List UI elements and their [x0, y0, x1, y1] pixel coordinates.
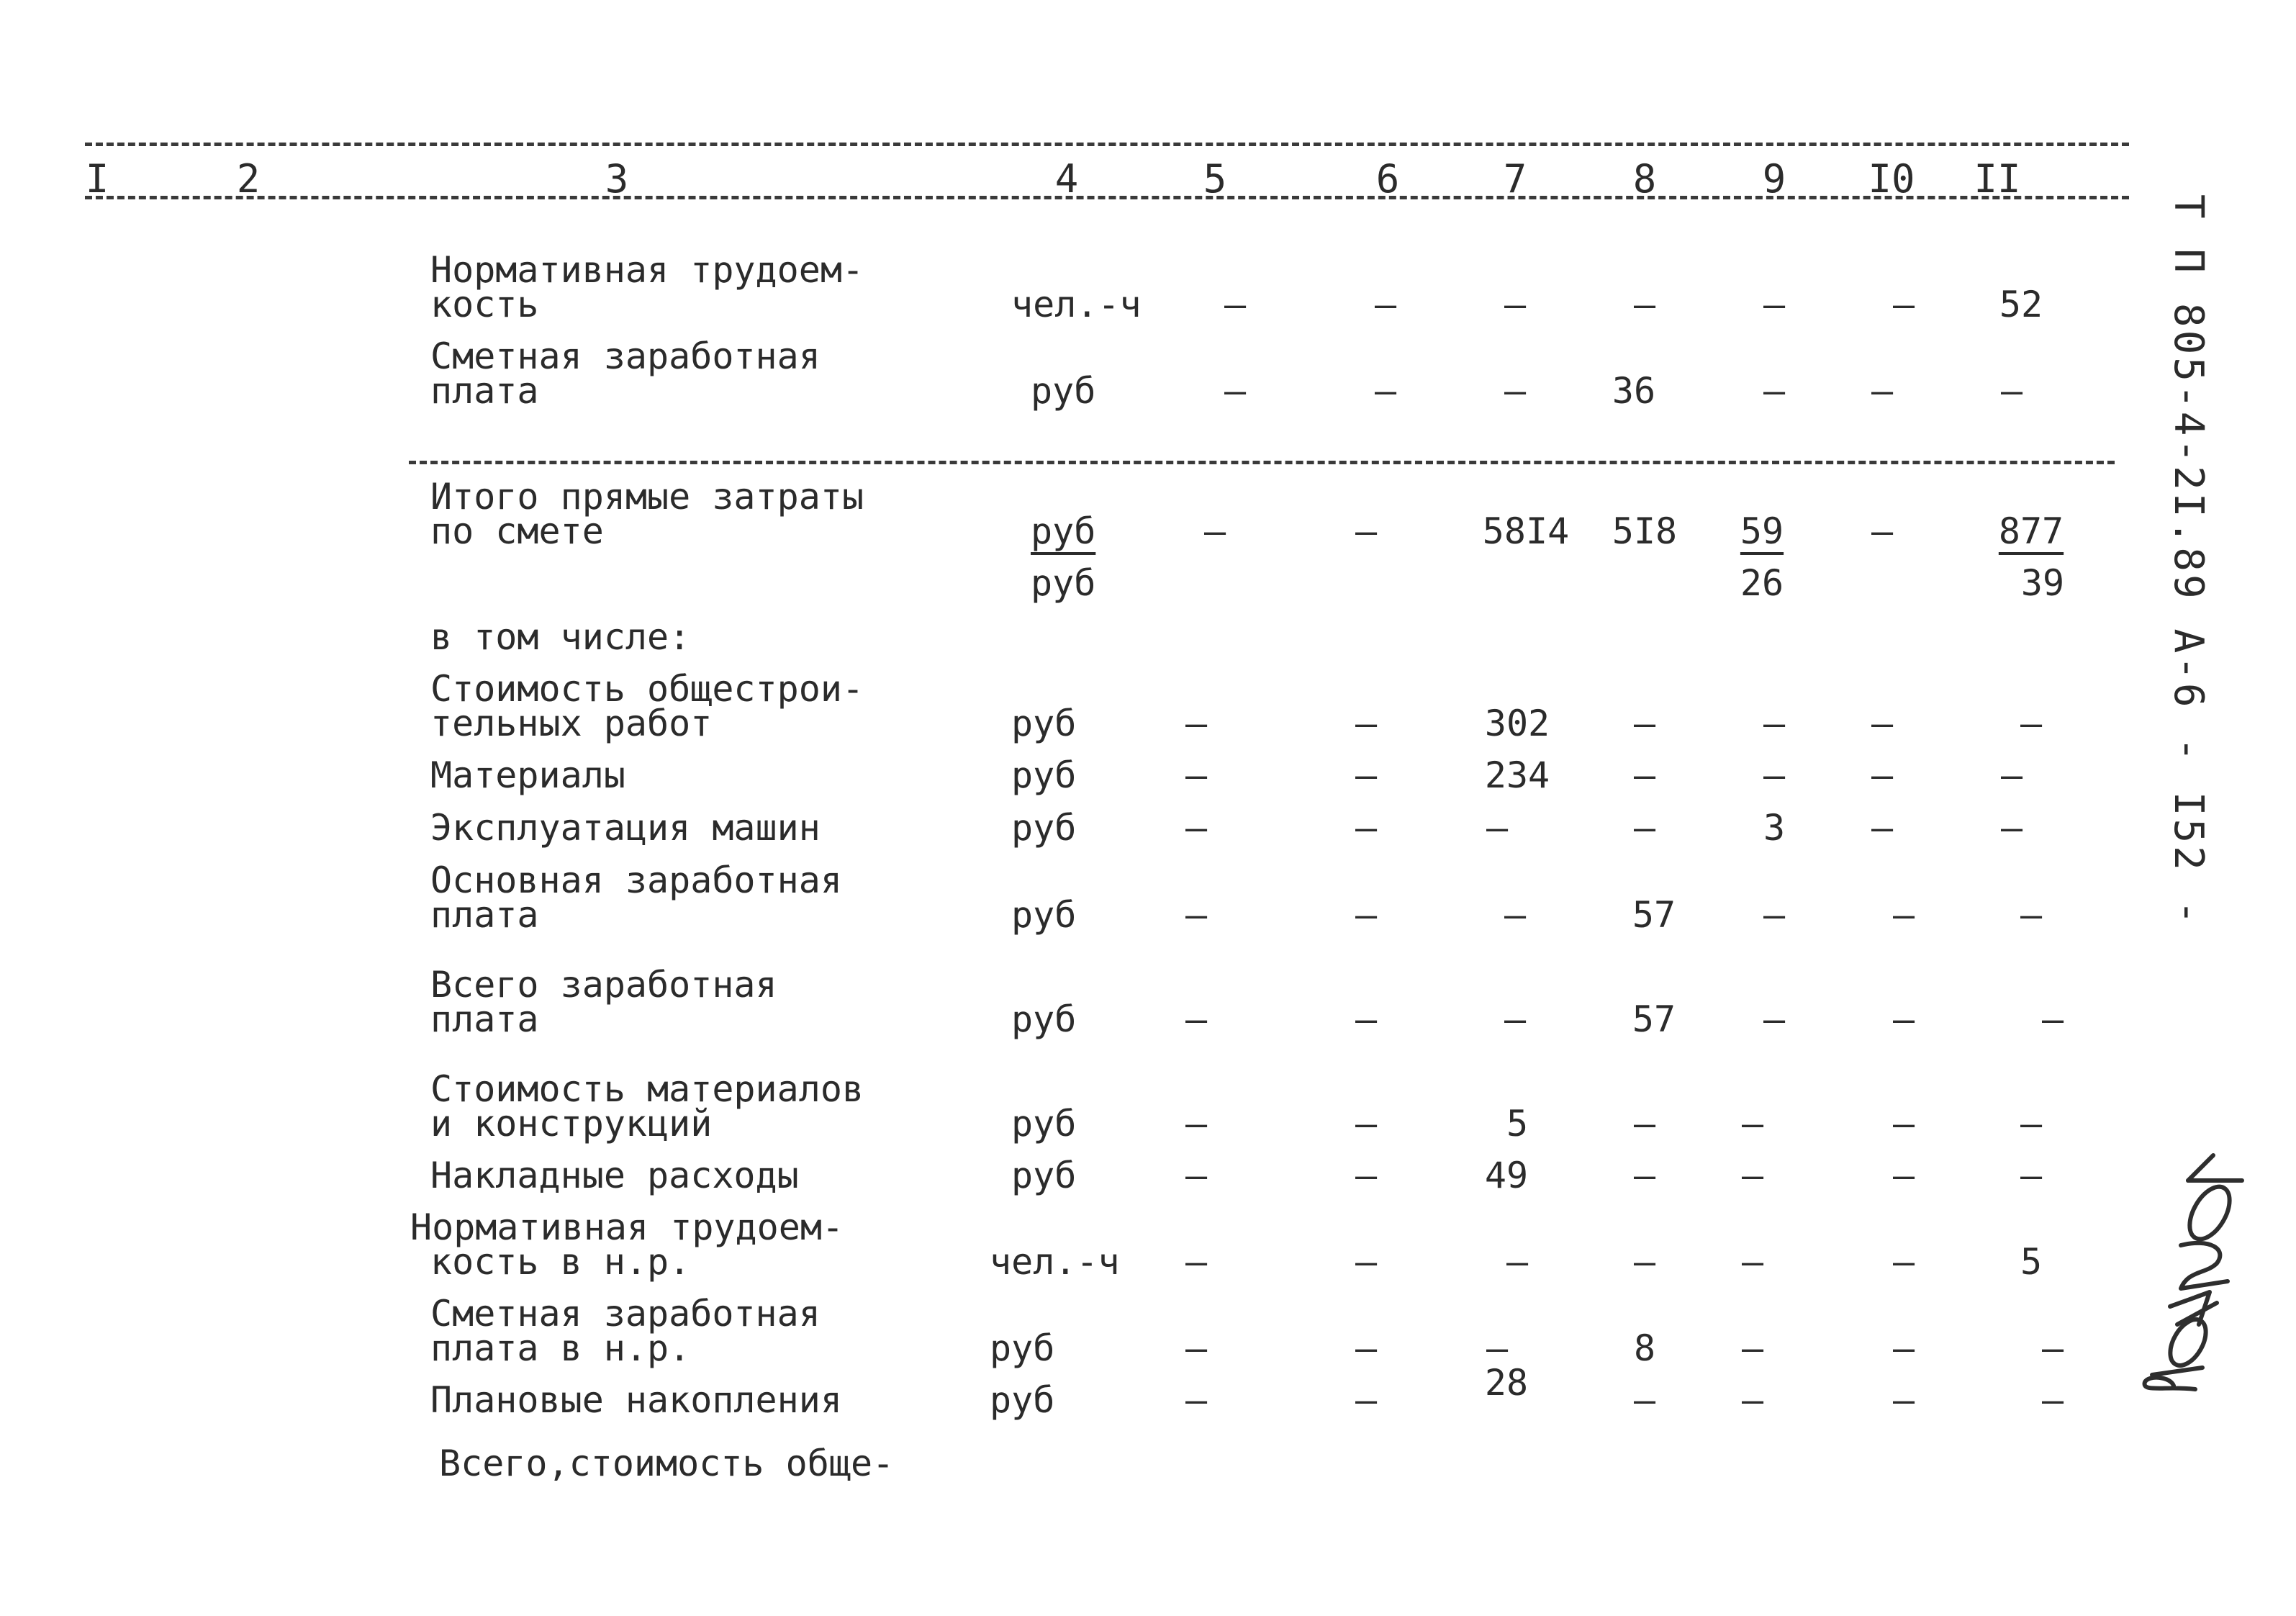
row-label: плата в н.р. [430, 1327, 691, 1369]
value-cell: 52 [1999, 284, 2043, 325]
value-cell: 57 [1632, 998, 1676, 1040]
row-label: плата [430, 894, 539, 936]
value-cell: – [1185, 1241, 1208, 1283]
value-cell: – [1185, 1327, 1208, 1369]
value-cell: – [2000, 754, 2023, 796]
value-cell: 39 [2020, 562, 2065, 604]
value-cell: – [1741, 1327, 1764, 1369]
column-header: 7 [1503, 156, 1527, 202]
document-code: Т П 805-4-2I.89 А-6 - I52 - [2165, 194, 2212, 928]
value-cell: – [1892, 1379, 1915, 1421]
value-cell: – [2020, 1103, 2043, 1145]
value-cell: – [1871, 370, 1894, 412]
value-cell: – [1203, 510, 1226, 552]
value-cell: – [1741, 1103, 1764, 1145]
value-cell: – [1763, 998, 1786, 1040]
value-cell: 5 [2020, 1241, 2043, 1283]
value-cell: – [1355, 807, 1378, 849]
row-label: Сметная заработная [430, 1293, 821, 1335]
header-rule-top [85, 143, 2129, 146]
value-cell: – [1892, 1155, 1915, 1196]
value-cell: – [2041, 998, 2064, 1040]
value-cell: – [1892, 1327, 1915, 1369]
value-cell: – [1486, 1327, 1509, 1369]
unit-cell: руб [1011, 998, 1077, 1040]
value-cell: – [1504, 894, 1527, 936]
value-cell: – [1871, 703, 1894, 744]
value-cell: – [1486, 807, 1509, 849]
value-cell: – [1355, 510, 1378, 552]
row-label: Сметная заработная [430, 335, 821, 377]
value-cell: 58I4 [1482, 510, 1570, 552]
unit-cell: руб [990, 1327, 1055, 1369]
value-cell: – [1633, 754, 1656, 796]
column-header: II [1974, 156, 2021, 202]
row-label: тельных работ [430, 703, 713, 744]
value-cell: – [1185, 1103, 1208, 1145]
value-cell: – [1633, 284, 1656, 325]
column-header: 8 [1632, 156, 1657, 202]
value-cell: – [2020, 894, 2043, 936]
row-label: и конструкций [430, 1103, 713, 1145]
value-cell: – [1633, 807, 1656, 849]
value-cell: – [1633, 1241, 1656, 1283]
column-header: 9 [1762, 156, 1786, 202]
value-cell: 26 [1740, 562, 1784, 604]
value-cell: 302 [1484, 703, 1550, 744]
value-cell: – [1633, 1155, 1656, 1196]
column-header: 2 [236, 156, 261, 202]
value-cell: – [1506, 1241, 1529, 1283]
value-cell: – [1633, 703, 1656, 744]
column-header: 4 [1054, 156, 1079, 202]
value-cell: 5 [1506, 1103, 1529, 1145]
value-cell: – [2041, 1327, 2064, 1369]
value-cell: – [1892, 1241, 1915, 1283]
row-label: Итого прямые затраты [430, 476, 864, 518]
value-cell: – [1355, 1327, 1378, 1369]
value-cell: 59 [1740, 510, 1784, 552]
row-label: Эксплуатация машин [430, 807, 821, 849]
value-cell: – [1355, 1241, 1378, 1283]
value-cell: – [2041, 1379, 2064, 1421]
unit-cell: руб [1011, 703, 1077, 744]
value-cell: – [2000, 807, 2023, 849]
column-header: 3 [605, 156, 629, 202]
unit-cell: руб [1031, 562, 1096, 604]
row-label: Нормативная трудоем- [430, 249, 864, 291]
value-cell: – [1185, 1155, 1208, 1196]
row-label: Нормативная трудоем- [410, 1206, 844, 1248]
value-cell: 234 [1484, 754, 1550, 796]
value-cell: – [1224, 284, 1247, 325]
value-cell: – [1763, 754, 1786, 796]
row-label: по смете [430, 510, 604, 552]
value-cell: – [1185, 894, 1208, 936]
row-label: кость [430, 284, 539, 325]
row-label: Накладные расходы [430, 1155, 799, 1196]
unit-cell: руб [1031, 370, 1096, 412]
unit-cell: руб [990, 1379, 1055, 1421]
unit-cell: руб [1011, 894, 1077, 936]
value-cell: 49 [1484, 1155, 1529, 1196]
unit-cell: руб [1011, 754, 1077, 796]
value-cell: – [1763, 703, 1786, 744]
value-cell: – [1763, 284, 1786, 325]
column-header: I0 [1868, 156, 1915, 202]
column-header: I [85, 156, 109, 202]
column-header: 6 [1375, 156, 1400, 202]
value-cell: – [1355, 703, 1378, 744]
column-header: 5 [1203, 156, 1227, 202]
value-cell: – [1892, 284, 1915, 325]
value-cell: – [1374, 284, 1397, 325]
unit-cell: чел.-ч [1011, 284, 1142, 325]
value-cell: – [1892, 894, 1915, 936]
row-label: Плановые накопления [430, 1379, 842, 1421]
value-cell: 8 [1633, 1327, 1656, 1369]
value-cell: – [1224, 370, 1247, 412]
row-label: Всего заработная [430, 964, 777, 1006]
value-cell: – [1504, 998, 1527, 1040]
handwritten-number-graphic [2102, 1137, 2253, 1396]
value-cell: – [1763, 370, 1786, 412]
row-label: Стоимость материалов [430, 1068, 864, 1110]
row-label: Всего,стоимость обще- [439, 1443, 895, 1484]
value-cell: – [1871, 510, 1894, 552]
value-cell: – [1741, 1379, 1764, 1421]
unit-cell: руб [1011, 1103, 1077, 1145]
value-cell: – [1355, 894, 1378, 936]
value-cell: – [1185, 703, 1208, 744]
header-rule-bottom [85, 196, 2129, 199]
unit-cell: руб [1011, 807, 1077, 849]
row-label: Материалы [430, 754, 625, 796]
unit-cell: руб [1011, 1155, 1077, 1196]
value-cell: 57 [1632, 894, 1676, 936]
value-cell: – [1871, 754, 1894, 796]
row-label: Основная заработная [430, 859, 842, 901]
value-cell: – [1633, 1379, 1656, 1421]
value-cell: – [1763, 894, 1786, 936]
row-label: Стоимость общестрои- [430, 668, 864, 710]
row-label: плата [430, 998, 539, 1040]
value-cell: – [1355, 1155, 1378, 1196]
value-cell: – [1355, 754, 1378, 796]
value-cell: 28 [1484, 1362, 1529, 1404]
row-label: в том числе: [430, 616, 691, 658]
value-cell: – [1355, 1103, 1378, 1145]
value-cell: – [1892, 998, 1915, 1040]
value-cell: – [1633, 1103, 1656, 1145]
value-cell: – [1185, 807, 1208, 849]
value-cell: – [1892, 1103, 1915, 1145]
value-cell: – [1185, 998, 1208, 1040]
value-cell: – [1374, 370, 1397, 412]
value-cell: – [1355, 998, 1378, 1040]
value-cell: – [1741, 1155, 1764, 1196]
unit-cell: руб [1031, 510, 1096, 552]
value-cell: – [1504, 370, 1527, 412]
value-cell: 877 [1998, 510, 2064, 552]
value-cell: – [1871, 807, 1894, 849]
value-cell: – [2000, 370, 2023, 412]
section-divider [409, 461, 2115, 464]
value-cell: – [1741, 1241, 1764, 1283]
value-cell: 36 [1612, 370, 1656, 412]
value-cell: – [1185, 1379, 1208, 1421]
row-label: кость в н.р. [430, 1241, 691, 1283]
value-cell: – [1355, 1379, 1378, 1421]
value-cell: – [1185, 754, 1208, 796]
value-cell: – [2020, 1155, 2043, 1196]
value-cell: – [2020, 703, 2043, 744]
value-cell: – [1504, 284, 1527, 325]
row-label: плата [430, 370, 539, 412]
unit-cell: чел.-ч [990, 1241, 1120, 1283]
value-cell: 5I8 [1612, 510, 1678, 552]
value-cell: 3 [1763, 807, 1786, 849]
